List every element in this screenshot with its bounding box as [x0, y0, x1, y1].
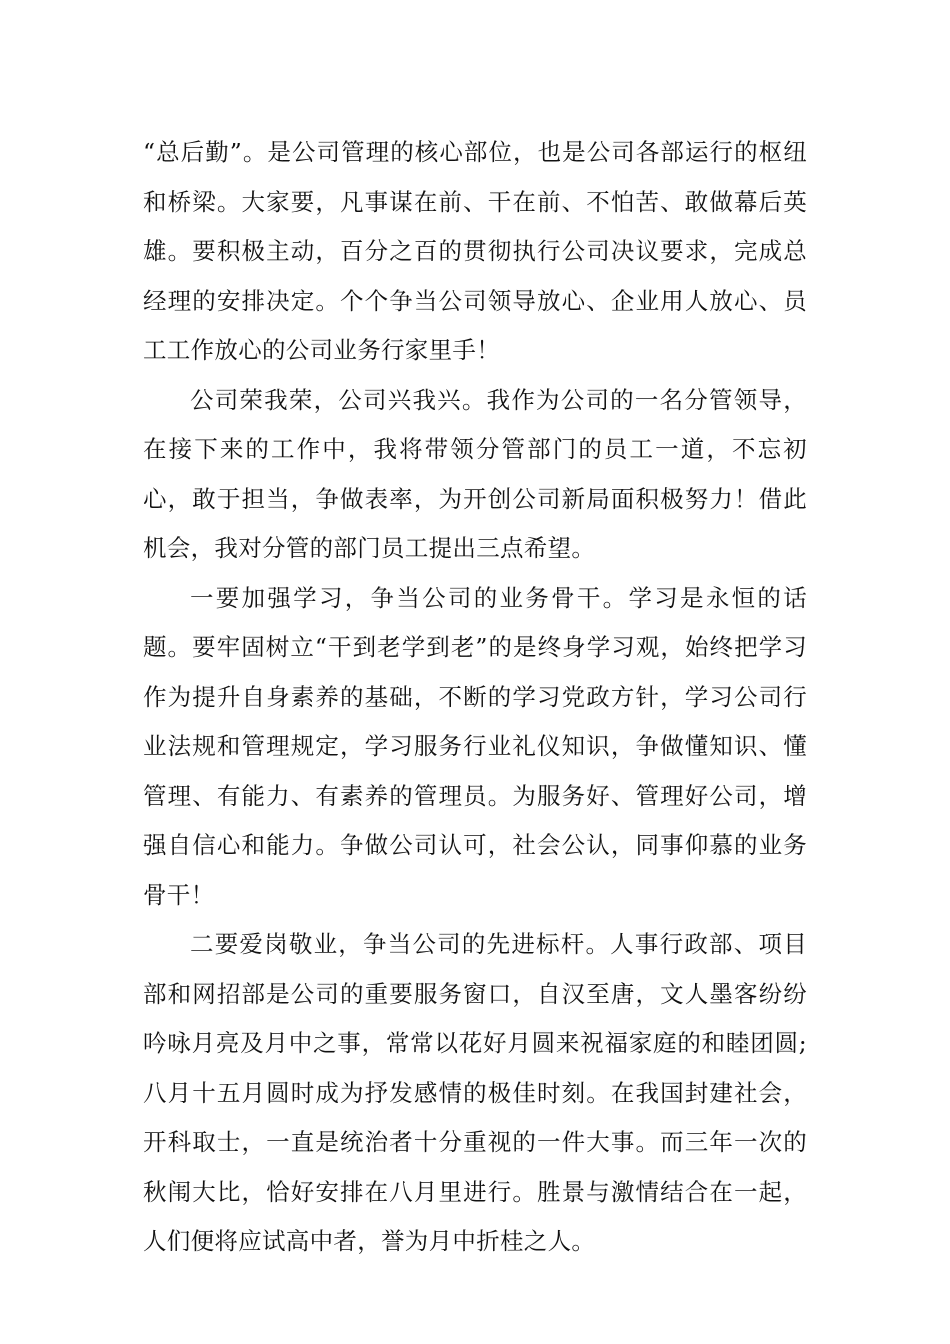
document-body	[143, 128, 807, 1267]
paragraph-strengthen-learning: 一要加强学习，争当公司的业务骨干。学习是永恒的话题。要牢固树立“干到老学到老”的是终身学习观，始终把学习作为提升自身素养的基础，不断的学习党政方针，学习公司行业法规和管理规定，学习服务行业礼仪知识，争做懂知识、懂管理、有能力、有素养的管理员。为服务好、管理好公司，增强自信心和能力。争做公司认可，社会公认，同事仰慕的业务骨干！	[143, 583, 807, 909]
paragraph-continued: “总后勤”。是公司管理的核心部位，也是公司各部运行的枢纽和桥梁。大家要，凡事谋在前、干在前、不怕苦、敢做幕后英雄。要积极主动，百分之百的贯彻执行公司决议要求，完成总经理的安排决定。个个争当公司领导放心、企业用人放心、员工工作放心的公司业务行家里手！	[143, 138, 807, 364]
paragraph-love-job: 二要爱岗敬业，争当公司的先进标杆。人事行政部、项目部和网招部是公司的重要服务窗口，自汉至唐，文人墨客纷纷吟咏月亮及月中之事，常常以花好月圆来祝福家庭的和睦团圆;八月十五月圆时成为抒发感情的极佳时刻。在我国封建社会，开科取士，一直是统治者十分重视的一件大事。而三年一次的秋闱大比，恰好安排在八月里进行。胜景与激情结合在一起，人们便将应试高中者，誉为月中折桂之人。	[143, 930, 807, 1255]
paragraph-company-pride: 公司荣我荣，公司兴我兴。我作为公司的一名分管领导，在接下来的工作中，我将带领分管部门的员工一道，不忘初心，敢于担当，争做表率，为开创公司新局面积极努力！借此机会，我对分管的部门员工提出三点希望。	[143, 385, 807, 562]
